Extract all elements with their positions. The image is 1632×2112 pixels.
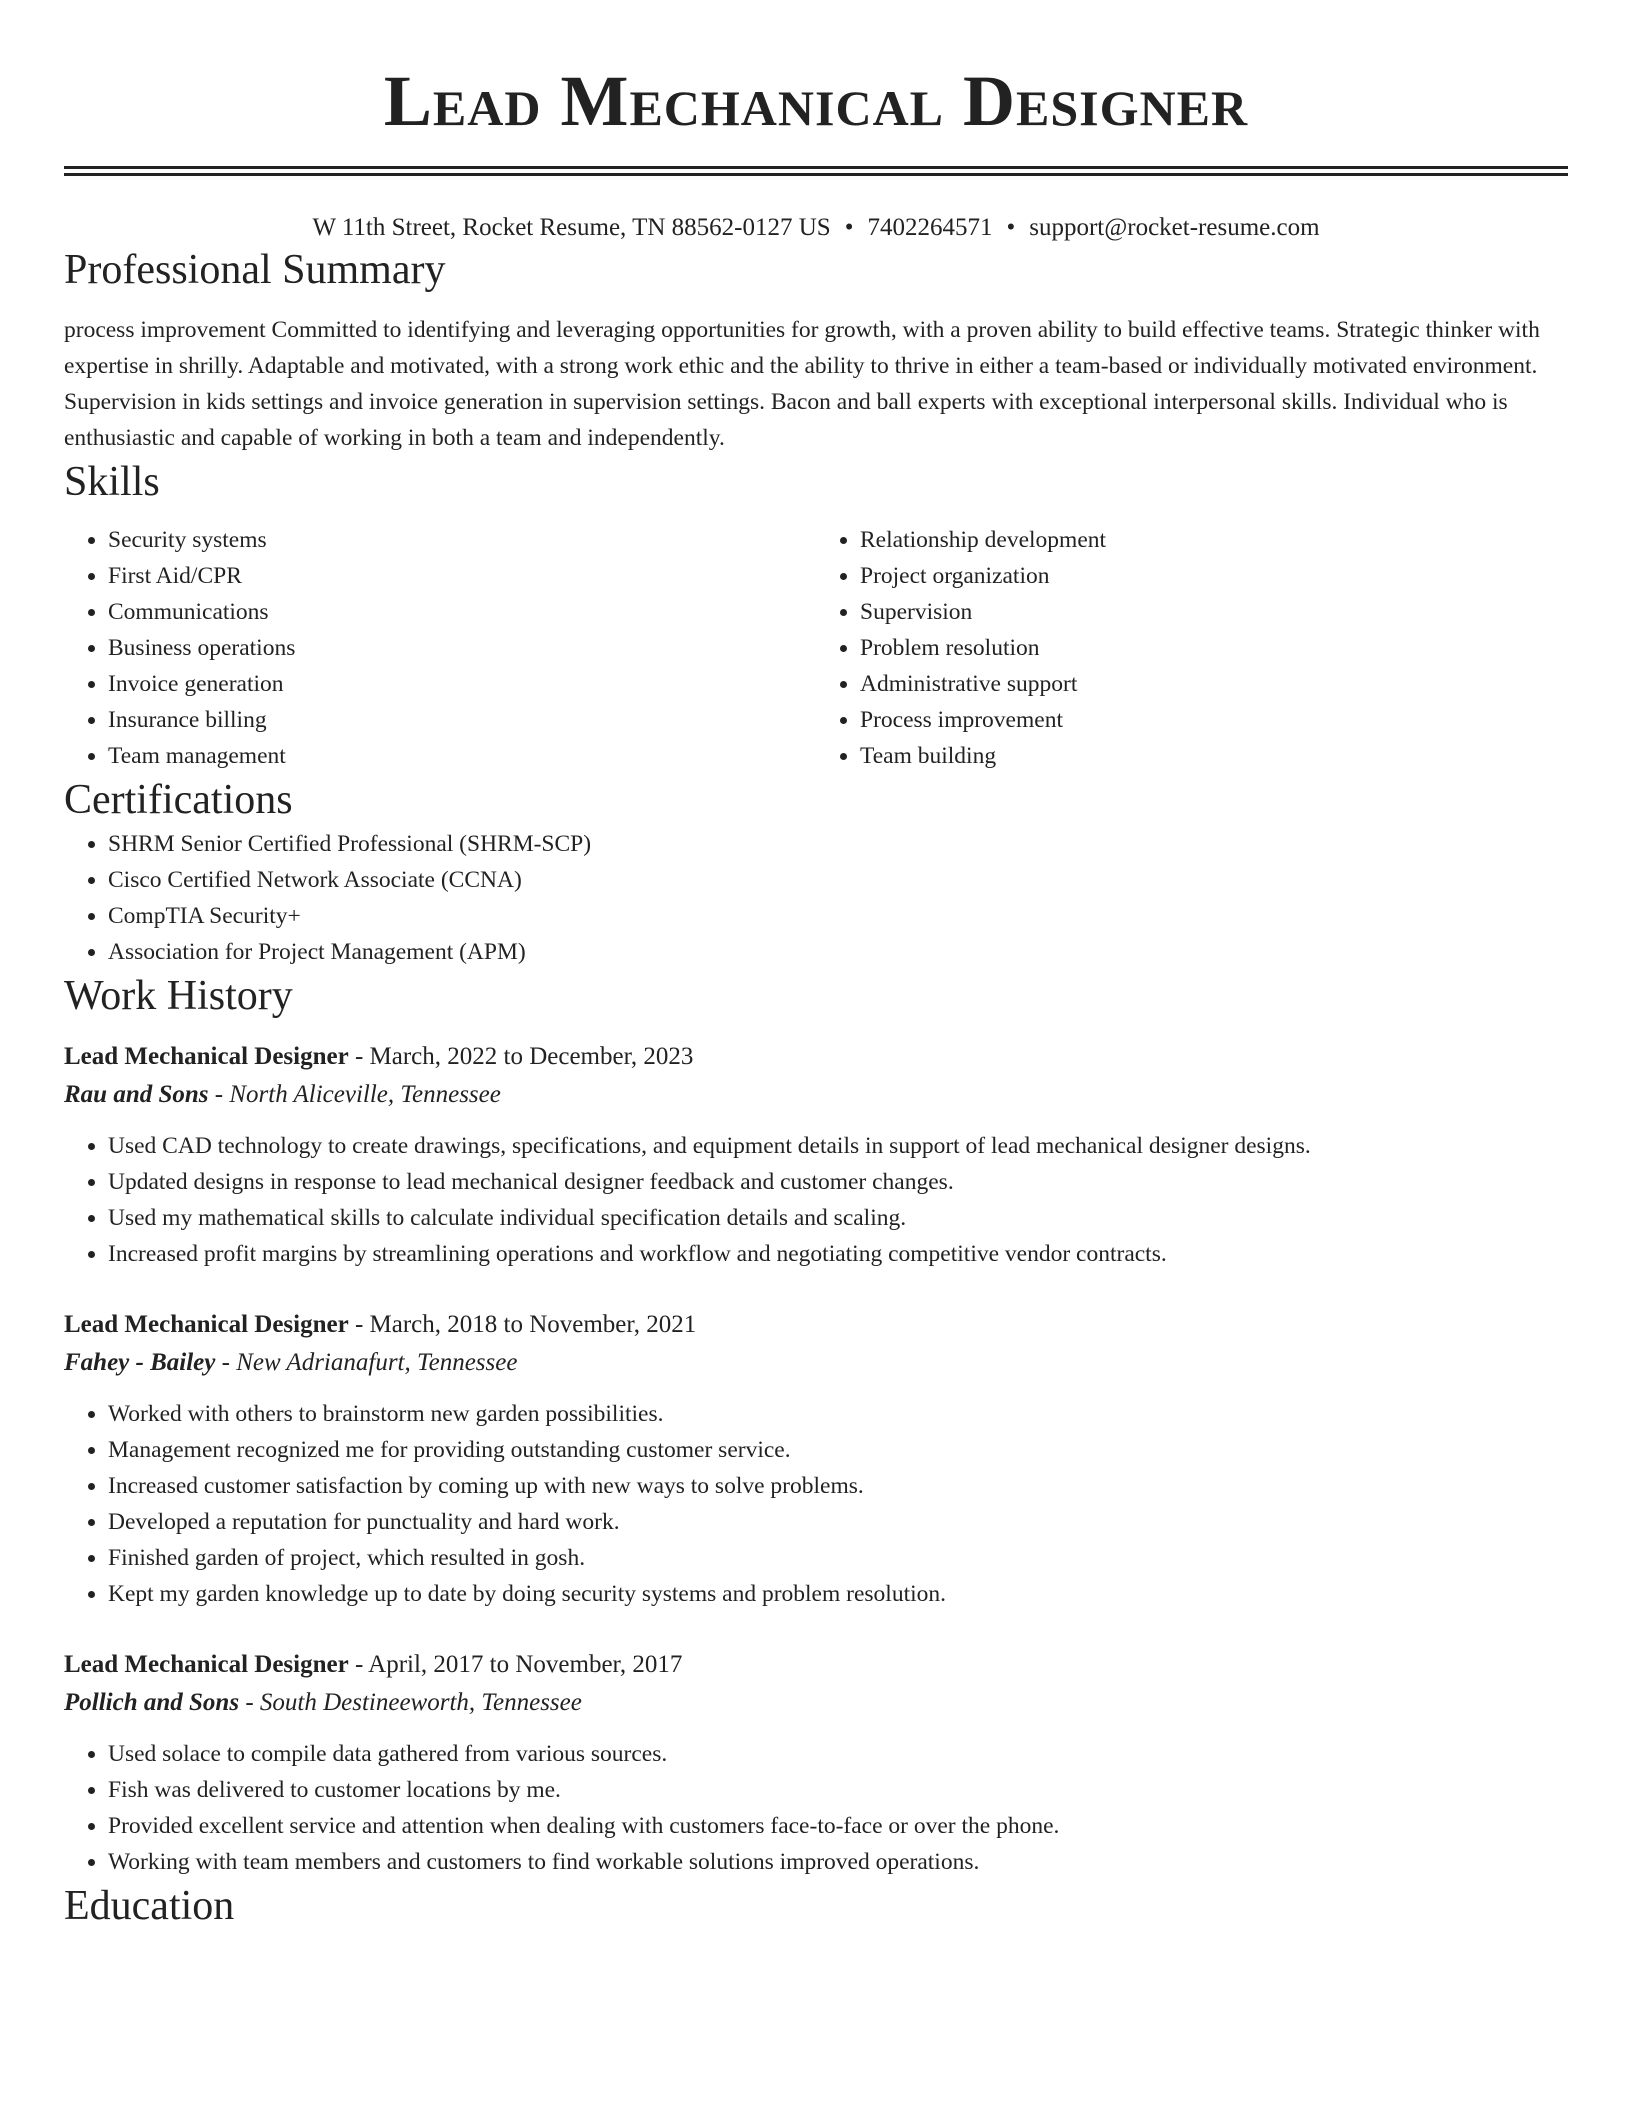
job-dates: March, 2018 to November, 2021 [369,1311,697,1338]
contact-phone: 7402264571 [867,214,993,241]
job-dash: - [348,1043,370,1070]
skill-item: • Administrative support [860,666,1568,702]
skill-item: • Process improvement [860,702,1568,738]
job-entry [64,1038,1568,1272]
job-bullets [64,1736,1568,1880]
job-title: Lead Mechanical Designer [64,1311,349,1338]
certification-item: • SHRM Senior Certified Professional (SHRM-SCP) [108,826,1568,862]
job-bullet: • Used CAD technology to create drawings, specifications, and equipment details in support of lead mechanical designer designs. [108,1128,1568,1164]
job-dash: - [348,1651,369,1678]
job-bullet: • Increased customer satisfaction by coming up with new ways to solve problems. [108,1468,1568,1504]
skill-item: • Business operations [108,630,816,666]
job-bullet: • Kept my garden knowledge up to date by doing security systems and problem resolution. [108,1576,1568,1612]
skill-item: • Invoice generation [108,666,816,702]
company-line [64,1684,1568,1722]
summary-heading: Professional Summary [64,247,446,293]
job-entry [64,1646,1568,1880]
job-bullet: • Provided excellent service and attention when dealing with customers face-to-face or over the phone. [108,1808,1568,1844]
contact-separator: • [844,214,854,241]
job-bullet: • Worked with others to brainstorm new garden possibilities. [108,1396,1568,1432]
company-location: South Destineeworth, Tennessee [259,1689,582,1716]
contact-separator: • [1006,214,1016,241]
skill-item: • First Aid/CPR [108,558,816,594]
skill-item: • Project organization [860,558,1568,594]
job-dates: April, 2017 to November, 2017 [368,1651,683,1678]
company-line [64,1344,1568,1382]
education-heading: Education [64,1883,235,1929]
job-bullet: • Used solace to compile data gathered from various sources. [108,1736,1568,1772]
certifications-list [64,826,1568,970]
company-name: Rau and Sons [64,1081,209,1108]
company-name: Pollich and Sons [64,1689,240,1716]
job-title: Lead Mechanical Designer [64,1043,349,1070]
skill-item: • Supervision [860,594,1568,630]
job-bullet: • Fish was delivered to customer locations by me. [108,1772,1568,1808]
company-dash: - [208,1081,230,1108]
company-line [64,1076,1568,1114]
job-bullet: • Developed a reputation for punctuality and hard work. [108,1504,1568,1540]
job-bullet: • Increased profit margins by streamlining operations and workflow and negotiating competitive vendor contracts. [108,1236,1568,1272]
contact-line [64,212,1568,244]
contact-address: W 11th Street, Rocket Resume, TN 88562-0127 US [312,214,831,241]
company-dash: - [215,1349,237,1376]
company-location: North Aliceville, Tennessee [229,1081,501,1108]
job-bullet: • Finished garden of project, which resulted in gosh. [108,1540,1568,1576]
job-bullet: • Management recognized me for providing outstanding customer service. [108,1432,1568,1468]
title-divider [64,166,1568,176]
job-dates: March, 2022 to December, 2023 [369,1043,694,1070]
skill-item: • Problem resolution [860,630,1568,666]
skills-right-list [816,522,1568,774]
skill-item: • Relationship development [860,522,1568,558]
summary-text: process improvement Committed to identifying and leveraging opportunities for growth, with a proven ability to build effective teams. Strategic thinker with expertise in shrilly. Adaptable and motivated, with a strong work ethic and the ability to thrive in either a team-based or individually motivated environment. Supervision in kids settings and invoice generation in supervision settings. Bacon and ball experts with exceptional interpersonal skills. Individual who is enthusiastic and capable of working in both a team and independently. [64,317,1540,451]
company-name: Fahey - Bailey [64,1349,216,1376]
work-history-heading: Work History [64,973,293,1019]
skill-item: • Team management [108,738,816,774]
job-entry [64,1306,1568,1612]
company-dash: - [239,1689,260,1716]
skill-item: • Team building [860,738,1568,774]
certification-item: • Cisco Certified Network Associate (CCNA) [108,862,1568,898]
skill-item: • Insurance billing [108,702,816,738]
job-bullets [64,1396,1568,1612]
job-title-line [64,1038,1568,1076]
certifications-heading: Certifications [64,777,293,823]
job-bullets [64,1128,1568,1272]
skills-left-list [64,522,816,774]
job-title-line [64,1306,1568,1344]
company-location: New Adrianafurt, Tennessee [236,1349,518,1376]
skills-heading: Skills [64,459,160,505]
job-bullet: • Used my mathematical skills to calculate individual specification details and scaling. [108,1200,1568,1236]
job-title-line [64,1646,1568,1684]
resume-title: Lead Mechanical Designer [383,61,1249,141]
skills-columns [64,522,1568,774]
certification-item: • CompTIA Security+ [108,898,1568,934]
skill-item: • Communications [108,594,816,630]
job-title: Lead Mechanical Designer [64,1651,349,1678]
job-bullet: • Working with team members and customers to find workable solutions improved operations. [108,1844,1568,1880]
job-dash: - [348,1311,370,1338]
job-bullet: • Updated designs in response to lead mechanical designer feedback and customer changes. [108,1164,1568,1200]
certification-item: • Association for Project Management (APM) [108,934,1568,970]
contact-email: support@rocket-resume.com [1029,214,1320,241]
skill-item: • Security systems [108,522,816,558]
